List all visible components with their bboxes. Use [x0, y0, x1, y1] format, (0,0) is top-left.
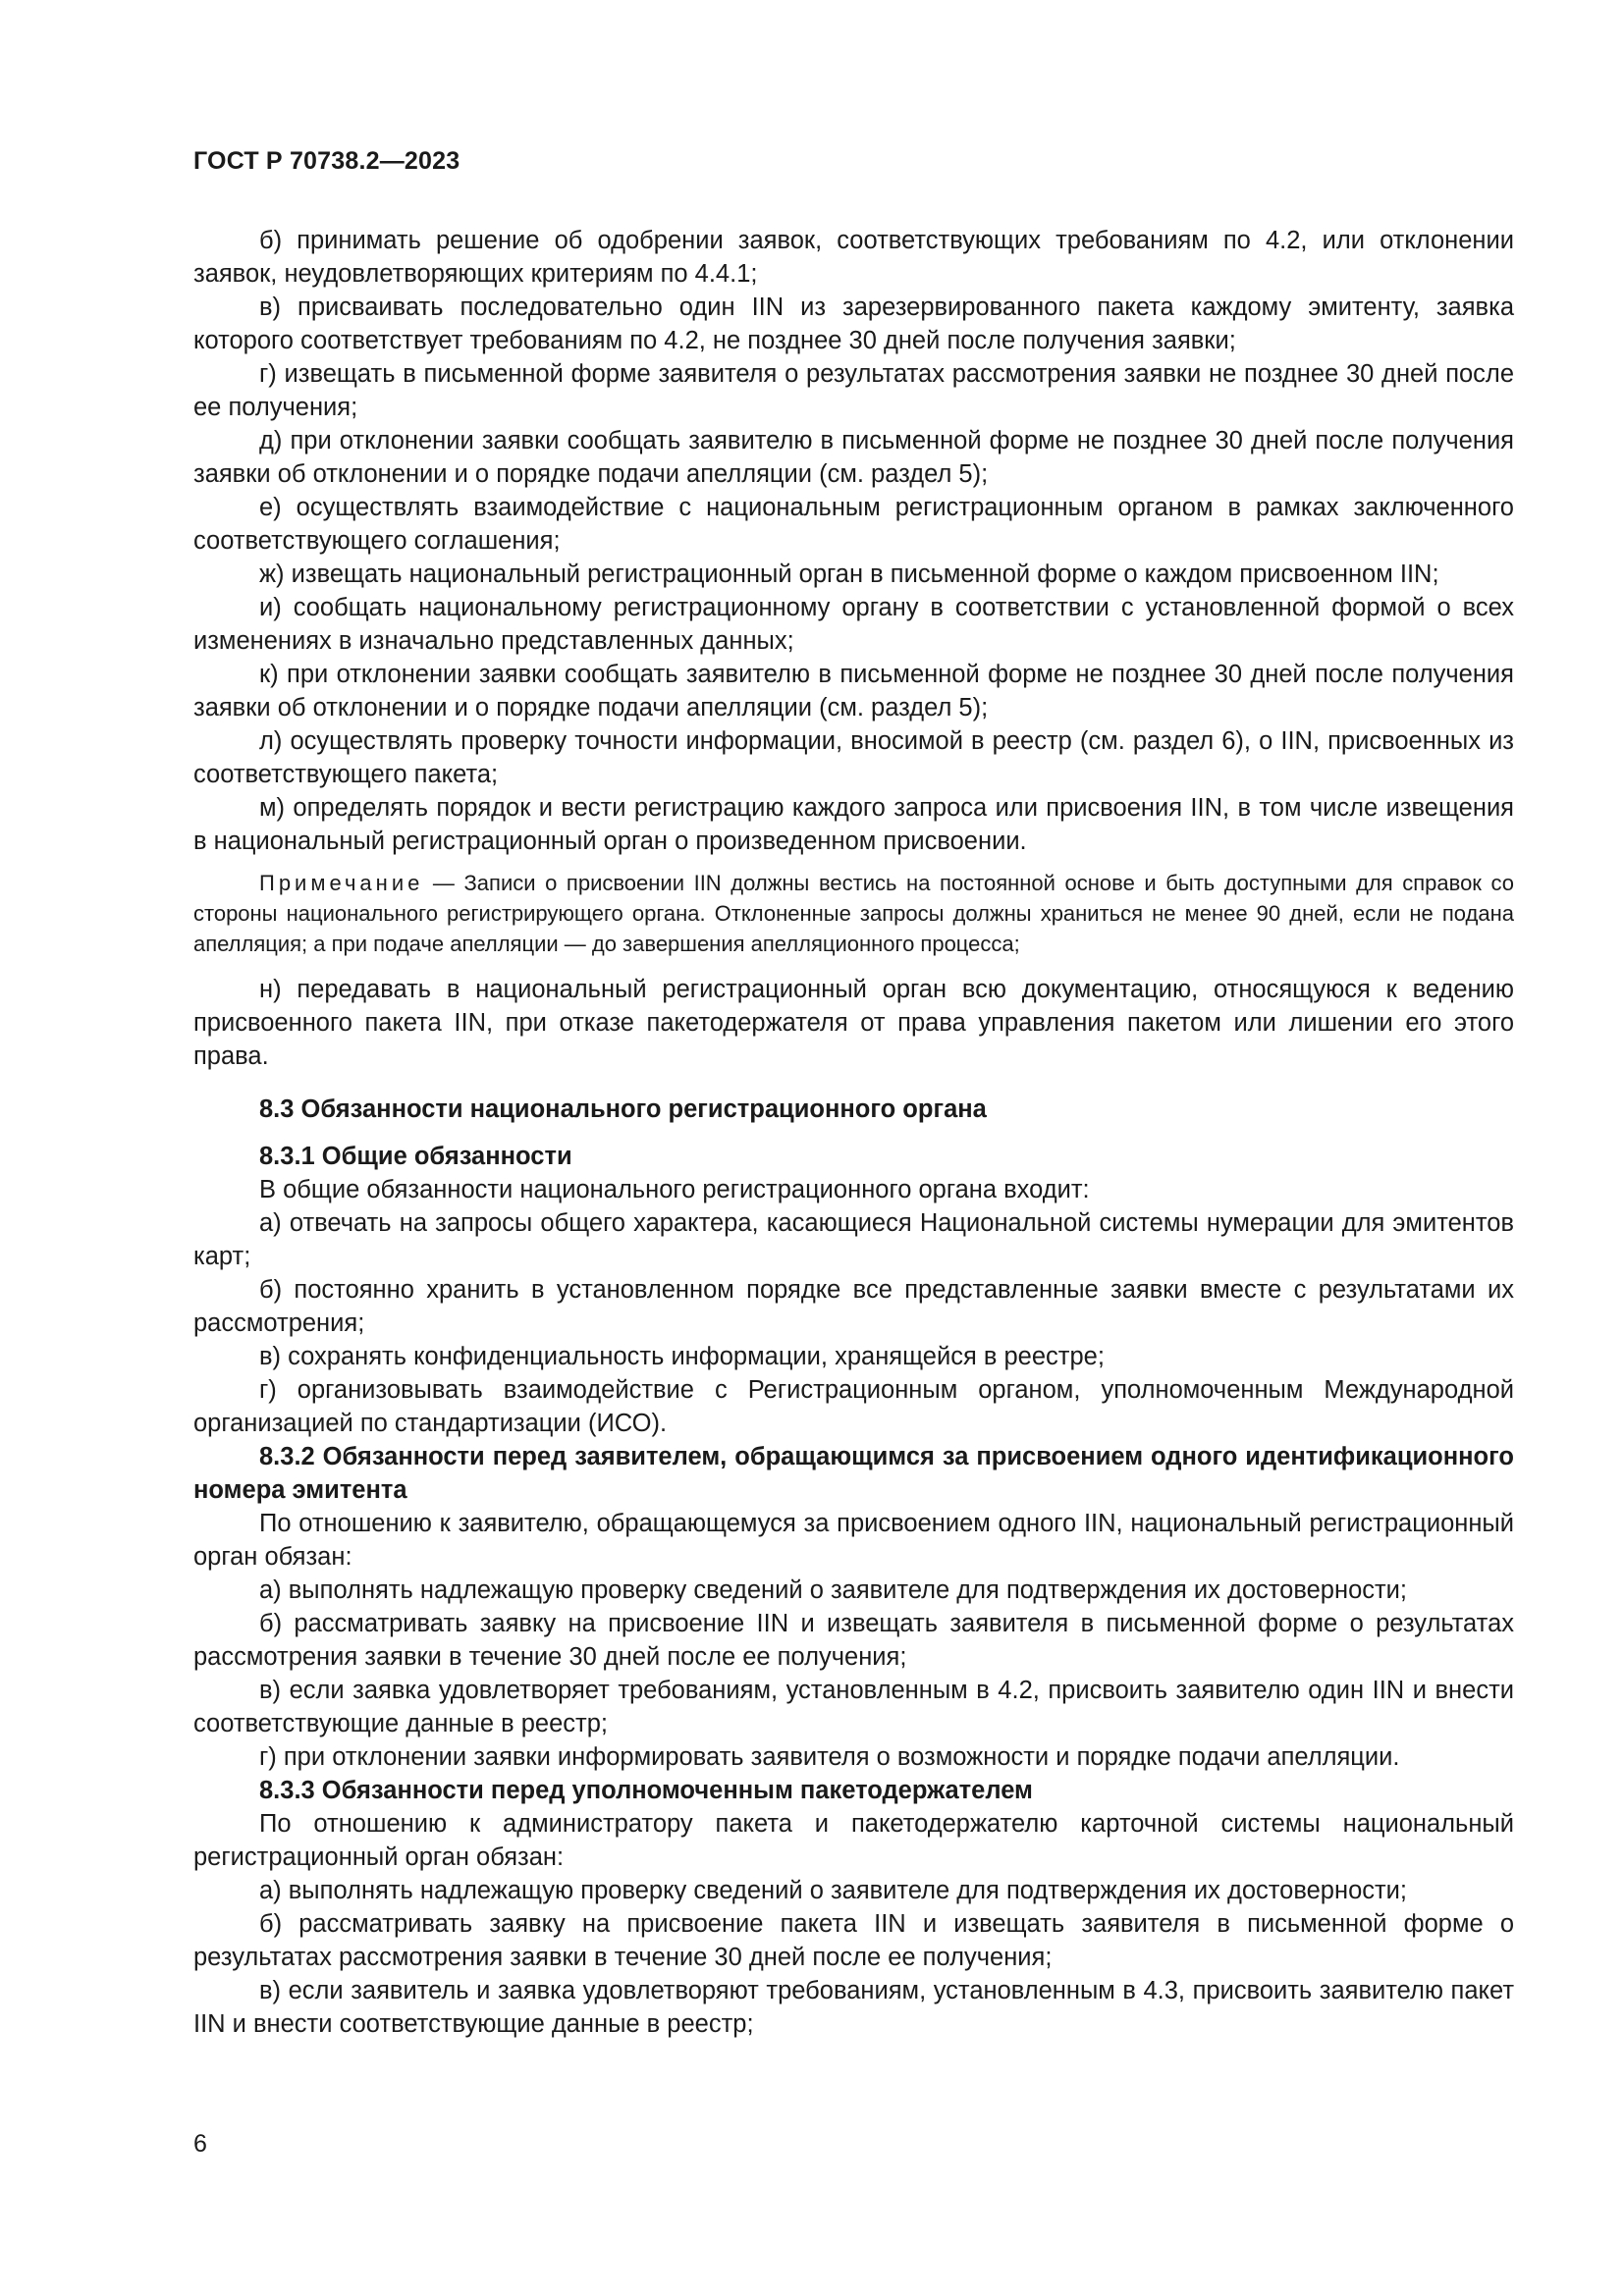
section-8-3-2-item: б) рассматривать заявку на присвоение IIN и извещать заявителя в письменной форме о результатах рассмотрения заявки в течение 30 дней после ее получения; [193, 1610, 1514, 1671]
section-8-3-1-item: а) отвечать на запросы общего характера, касающиеся Национальной системы нумерации для эмитентов карт; [193, 1209, 1514, 1270]
document-header: ГОСТ Р 70738.2—2023 [193, 147, 460, 175]
section-8-3-1-item: в) сохранять конфиденциальность информации, хранящейся в реестре; [259, 1343, 1105, 1370]
paragraph-v: в) присваивать последовательно один IIN из зарезервированного пакета каждому эмитенту, заявка которого соответствует требованиям по 4.2, не позднее 30 дней после получения заявки; [193, 294, 1514, 354]
section-8-3-2-item: По отношению к заявителю, обращающемуся за присвоением одного IIN, национальный регистрационный орган обязан: [193, 1510, 1514, 1571]
paragraph-l: л) осуществлять проверку точности информации, вносимой в реестр (см. раздел 6), о IIN, присвоенных из соответствующего пакета; [193, 727, 1514, 788]
paragraph-e: е) осуществлять взаимодействие с национальным регистрационным органом в рамках заключенного соответствующего соглашения; [193, 494, 1514, 555]
section-8-3-2-item: а) выполнять надлежащую проверку сведений о заявителе для подтверждения их достоверности; [259, 1576, 1408, 1604]
note [193, 868, 1514, 959]
section-8-3-2-item: г) при отклонении заявки информировать заявителя о возможности и порядке подачи апелляции. [259, 1743, 1400, 1771]
section-8-3-3-item: По отношению к администратору пакета и пакетодержателю карточной системы национальный регистрационный орган обязан: [193, 1810, 1514, 1871]
paragraph-zh: ж) извещать национальный регистрационный орган в письменной форме о каждом присвоенном IIN; [259, 561, 1439, 588]
section-8-3-3-item: в) если заявитель и заявка удовлетворяют требованиям, установленным в 4.3, присвоить заявителю пакет IIN и внести соответствующие данные в реестр; [193, 1977, 1514, 2038]
section-8-3-1-title: 8.3.1 Общие обязанности [259, 1143, 572, 1170]
section-8-3-3-item: а) выполнять надлежащую проверку сведений о заявителе для подтверждения их достоверности; [259, 1877, 1408, 1904]
paragraph-g: г) извещать в письменной форме заявителя о результатах рассмотрения заявки не позднее 30 дней после ее получения; [193, 360, 1514, 421]
section-8-3-1-item: г) организовывать взаимодействие с Регистрационным органом, уполномоченным Международной организацией по стандартизации (ИСО). [193, 1376, 1514, 1437]
paragraph-i: и) сообщать национальному регистрационному органу в соответствии с установленной формой о всех изменениях в изначально представленных данных; [193, 594, 1514, 655]
section-8-3-2-item: в) если заявка удовлетворяет требованиям, установленным в 4.2, присвоить заявителю один IIN и внести соответствующие данные в реестр; [193, 1677, 1514, 1737]
document-body [193, 224, 1514, 2041]
section-8-3-3-item: б) рассматривать заявку на присвоение пакета IIN и извещать заявителя в письменной форме о результатах рассмотрения заявки в течение 30 дней после ее получения; [193, 1910, 1514, 1971]
section-8-3-3-title: 8.3.3 Обязанности перед уполномоченным пакетодержателем [259, 1777, 1033, 1804]
note-text: — Записи о присвоении IIN должны вестись на постоянной основе и быть доступными для справок со стороны национального регистрирующего органа. Отклоненные запросы должны храниться не менее 90 дней, если не подана апелляция; а при подаче апелляции — до завершения апелляционного процесса; [193, 871, 1514, 956]
page-number: 6 [193, 2130, 207, 2158]
section-8-3-1-item: б) постоянно хранить в установленном порядке все представленные заявки вместе с результатами их рассмотрения; [193, 1276, 1514, 1337]
paragraph-b: б) принимать решение об одобрении заявок, соответствующих требованиям по 4.2, или отклонении заявок, неудовлетворяющих критериям по 4.4.1; [193, 227, 1514, 288]
paragraph-n: н) передавать в национальный регистрационный орган всю документацию, относящуюся к ведению присвоенного пакета IIN, при отказе пакетодержателя от права управления пакетом или лишении его этого права. [193, 976, 1514, 1070]
section-8-3-2-title: 8.3.2 Обязанности перед заявителем, обращающимся за присвоением одного идентификационного номера эмитента [193, 1443, 1514, 1504]
note-label: Примечание [259, 871, 424, 895]
section-8-3-title: 8.3 Обязанности национального регистрационного органа [259, 1095, 987, 1123]
paragraph-m: м) определять порядок и вести регистрацию каждого запроса или присвоения IIN, в том числе извещения в национальный регистрационный орган о произведенном присвоении. [193, 794, 1514, 855]
paragraph-d: д) при отклонении заявки сообщать заявителю в письменной форме не позднее 30 дней после получения заявки об отклонении и о порядке подачи апелляции (см. раздел 5); [193, 427, 1514, 488]
section-8-3-1-item: В общие обязанности национального регистрационного органа входит: [259, 1176, 1090, 1203]
paragraph-k: к) при отклонении заявки сообщать заявителю в письменной форме не позднее 30 дней после получения заявки об отклонении и о порядке подачи апелляции (см. раздел 5); [193, 661, 1514, 721]
